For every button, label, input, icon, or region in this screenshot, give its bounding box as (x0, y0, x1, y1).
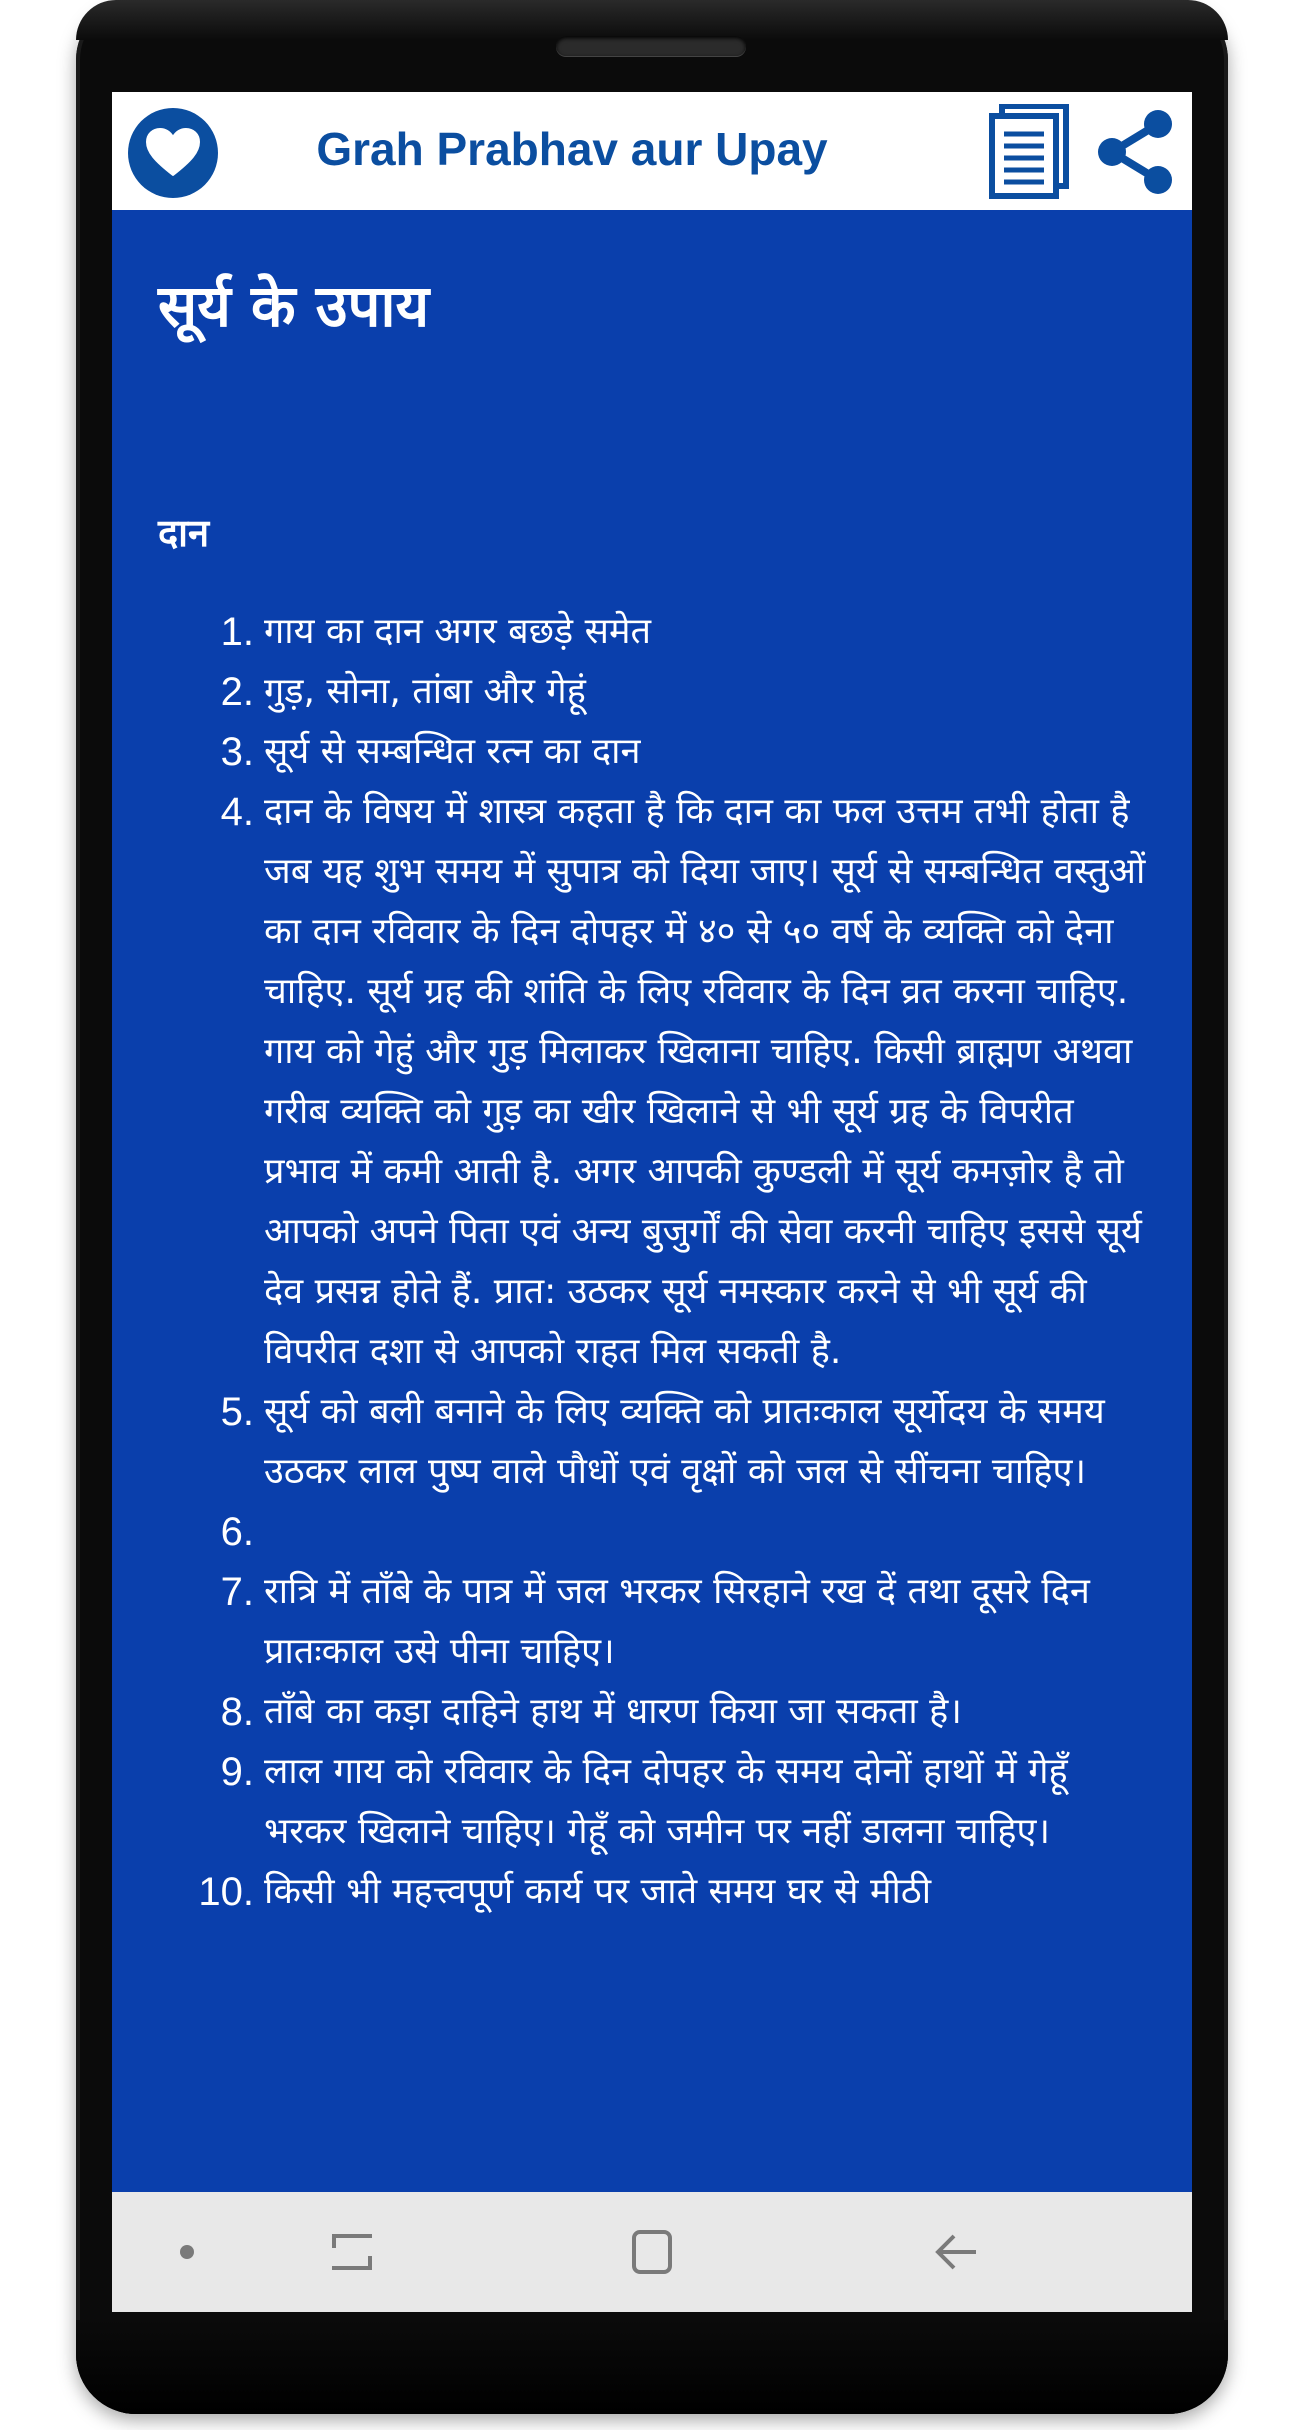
list-item-text: दान के विषय में शास्त्र कहता है कि दान का फल उत्तम तभी होता है जब यह शुभ समय में सुपात्र को दिया जाए। सूर्य से सम्बन्धित वस्तुओं का दान रविवार के दिन दोपहर में ४० से ५० वर्ष के व्यक्ति को देना चाहिए. सूर्य ग्रह की शांति के लिए रविवार के दिन व्रत करना चाहिए. गाय को गेहुं और गुड़ मिलाकर खिलाना चाहिए. किसी ब्राह्मण अथवा गरीब व्यक्ति को गुड़ का खीर खिलाने से भी सूर्य ग्रह के विपरीत प्रभाव में कमी आती है. अगर आपकी कुण्डली में सूर्य कमज़ोर है तो आपको अपने पिता एवं अन्य बुजुर्गों की सेवा करनी चाहिए इससे सूर्य देव प्रसन्न होते हैं. प्रात: उठकर सूर्य नमस्कार करने से भी सूर्य की विपरीत दशा से आपको राहत मिल सकती है. (264, 791, 1146, 1372)
heart-icon (145, 127, 201, 179)
section-title: दान (158, 511, 210, 555)
list-item-number: 4. (220, 790, 254, 834)
list-item-text: गुड़, सोना, तांबा और गेहूं (264, 671, 586, 712)
share-icon (1092, 106, 1180, 198)
list-item-text: लाल गाय को रविवार के दिन दोपहर के समय दोनों हाथों में गेहूँ भरकर खिलाने चाहिए। गेहूँ को जमीन पर नहीं डालना चाहिए। (264, 1751, 1068, 1852)
documents-button[interactable] (988, 104, 1070, 200)
list-item-number: 9. (220, 1750, 254, 1794)
back-button[interactable] (932, 2230, 980, 2274)
recents-button[interactable] (328, 2230, 376, 2274)
screen (112, 92, 1192, 2312)
app-bar (112, 92, 1192, 210)
list-item (112, 1382, 1192, 1502)
list-item-number: 6. (220, 1510, 254, 1554)
document-list-icon (988, 104, 1070, 200)
list-item (112, 1502, 1192, 1562)
list-item-number: 7. (220, 1570, 254, 1614)
list-item-text: सूर्य को बली बनाने के लिए व्यक्ति को प्रातःकाल सूर्योदय के समय उठकर लाल पुष्प वाले पौधों एवं वृक्षों को जल से सींचना चाहिए। (264, 1391, 1105, 1492)
phone-top (76, 0, 1228, 40)
article-heading: सूर्य के उपाय (158, 272, 430, 340)
home-button[interactable] (630, 2228, 674, 2276)
list-item (112, 662, 1192, 722)
list-item (112, 602, 1192, 662)
remedy-list (112, 602, 1192, 1922)
dot-icon[interactable] (180, 2245, 194, 2259)
list-item (112, 782, 1192, 1382)
list-item (112, 1742, 1192, 1862)
list-item-text: ताँबे का कड़ा दाहिने हाथ में धारण किया जा सकता है। (264, 1691, 962, 1732)
article-content (112, 210, 1192, 2192)
recents-icon (328, 2230, 376, 2274)
list-item-number: 3. (220, 730, 254, 774)
list-item-number: 8. (220, 1690, 254, 1734)
list-item-number: 10. (198, 1870, 254, 1914)
list-item (112, 1682, 1192, 1742)
list-item-text: सूर्य से सम्बन्धित रत्न का दान (264, 731, 641, 772)
list-item (112, 1562, 1192, 1682)
list-item-text: किसी भी महत्त्वपूर्ण कार्य पर जाते समय घर से मीठी (264, 1871, 932, 1912)
list-item-text: रात्रि में ताँबे के पात्र में जल भरकर सिरहाने रख दें तथा दूसरे दिन प्रातःकाल उसे पीना चाहिए। (264, 1571, 1090, 1672)
list-item-number: 1. (220, 610, 254, 654)
back-icon (932, 2230, 980, 2274)
list-item (112, 1862, 1192, 1922)
favorite-button[interactable] (128, 108, 218, 198)
home-icon (630, 2228, 674, 2276)
phone-bottom (76, 2320, 1228, 2414)
list-item-text: गाय का दान अगर बछड़े समेत (264, 611, 652, 652)
app-title: Grah Prabhav aur Upay (316, 123, 828, 175)
navigation-bar (112, 2192, 1192, 2312)
phone-speaker (556, 36, 746, 56)
list-item-number: 5. (220, 1390, 254, 1434)
list-item (112, 722, 1192, 782)
list-item-number: 2. (220, 670, 254, 714)
share-button[interactable] (1092, 106, 1180, 198)
